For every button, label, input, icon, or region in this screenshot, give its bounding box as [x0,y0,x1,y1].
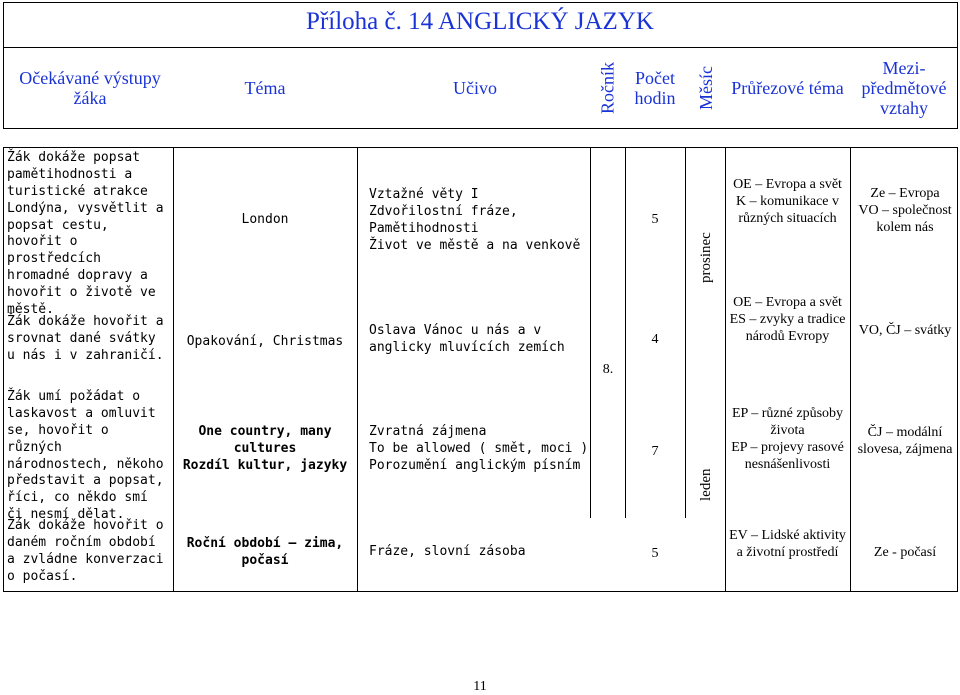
col-separator [685,147,686,518]
row1-ucivo: Vztažné věty I Zdvořilostní fráze, Pamětihodnosti Život ve městě a na venkově [369,187,581,253]
col-separator [357,147,358,592]
row3-ucivo: Zvratná zájmena To be allowed ( smět, moci ) Porozumění anglickým písním [369,424,589,473]
row4-hodin: 5 [651,546,659,562]
row2-tema: Opakování, Christmas [186,333,344,349]
row3-vystupy: Žák umí požádat o laskavost a omluvit se, hovořit o různých národnostech, někoho představit a popsat, říci, co někdo smí či nesmí dělat. [7,389,164,523]
row1-tema: London [241,211,289,227]
header-ucivo: Učivo [453,77,497,98]
row4-vystupy: Žák dokáže hovořit o daném ročním období a zvládne konverzaci o počasí. [7,518,164,584]
row2-vystupy: Žák dokáže hovořit a srovnat dané svátky u nás i v zahraničí. [7,314,164,363]
header-rocnik: Ročník [597,62,618,114]
row3-prurez: EP – různé způsoby života EP – projevy rasové nesnášenlivosti [731,406,844,473]
row4-mezi: Ze - počasí [873,545,937,560]
row4-prurez: EV – Lidské aktivity a životní prostředí [729,528,846,561]
row4-ucivo: Fráze, slovní zásoba [369,544,526,559]
header-vystupy: Očekávané výstupy žáka [19,67,161,108]
header-mesic: Měsíc [695,66,716,110]
row2-hodin: 4 [651,332,659,348]
row4-tema: Roční období – zima, počasí [186,536,344,568]
page-title: Příloha č. 14 ANGLICKÝ JAZYK [306,8,654,35]
header-hodin: Počet hodin [634,67,676,108]
col-separator [590,147,591,518]
row1-mezi: Ze – Evropa VO – společnost kolem nás [858,186,952,236]
row1-hodin: 5 [651,212,659,228]
col-separator [725,147,726,592]
row2-mezi: VO, ČJ – svátky [858,323,952,338]
page-number: 11 [473,679,487,694]
month-prosinec: prosinec [697,232,714,283]
header-tema: Téma [244,77,286,98]
row3-tema: One country, many cultures Rozdíl kultur, jazyky [182,424,348,473]
rocnik-value: 8. [602,362,614,378]
row2-ucivo: Oslava Vánoc u nás a v anglicky mluvících zemích [369,323,565,355]
row1-vystupy: Žák dokáže popsat pamětihodnosti a turistické atrakce Londýna, vysvětlit a popsat cestu, hovořit o prostředcích hromadné dopravy a hovořit o životě ve městě. [7,150,164,318]
row2-prurez: OE – Evropa a svět ES – zvyky a tradice národů Evropy [729,295,846,345]
col-separator [173,147,174,592]
month-leden: leden [697,468,714,502]
header-prurez: Průřezové téma [731,77,844,98]
row3-hodin: 7 [651,444,659,460]
header-mezi: Mezi-předmětové vztahy [861,57,947,119]
row1-prurez: OE – Evropa a svět K – komunikace v různých situacích [733,177,842,227]
col-separator [850,147,851,592]
row3-mezi: ČJ – modální slovesa, zájmena [857,425,953,458]
